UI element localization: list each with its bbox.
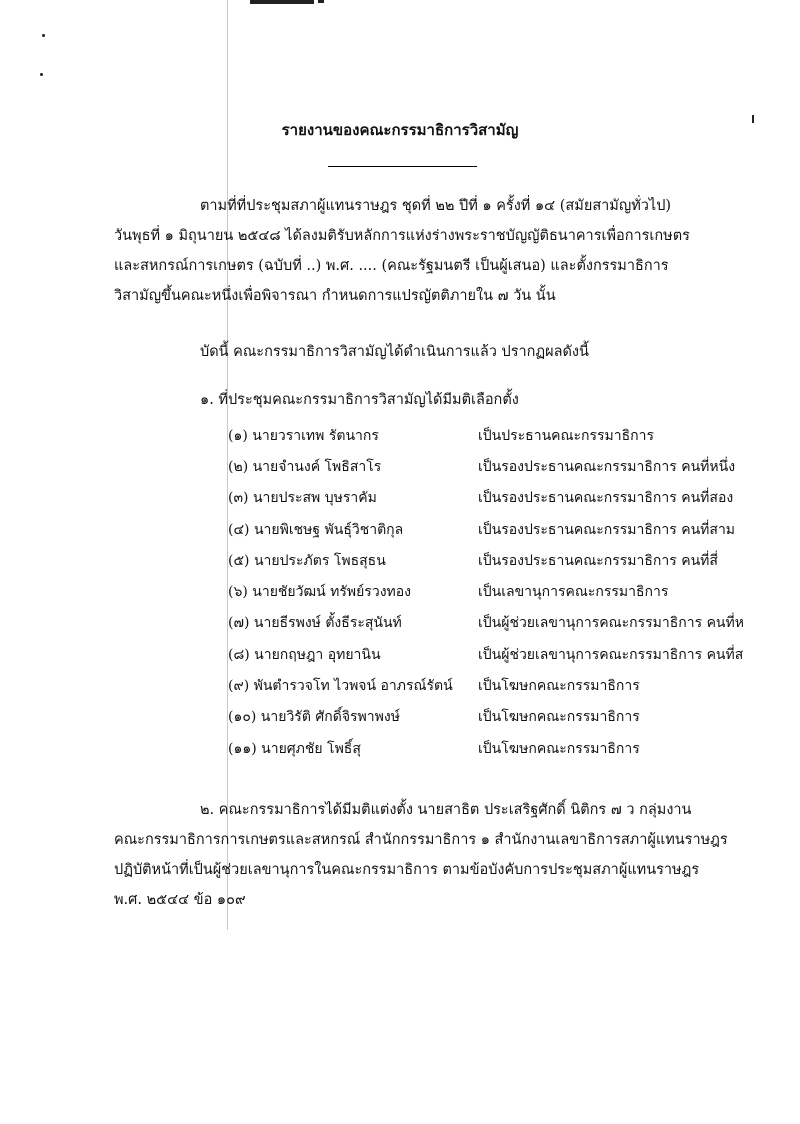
section2-line: ปฏิบัติหน้าที่เป็นผู้ช่วยเลขานุการในคณะกรรมาธิการ ตามข้อบังคับการประชุมสภาผู้แทนราษฎร [114,862,700,878]
intro-line: วิสามัญขึ้นคณะหนึ่งเพื่อพิจารณา กำหนดการแปรญัตติภายใน ๗ วัน นั้น [114,288,556,304]
scan-speck [40,73,43,76]
member-role: เป็นเลขานุการคณะกรรมาธิการ [478,584,669,601]
member-role: เป็นรองประธานคณะกรรมาธิการ คนที่สี่ [478,552,718,569]
member-row [228,639,744,670]
section2-line: พ.ศ. ๒๕๔๔ ข้อ ๑๐๙ [114,892,246,908]
member-role: เป็นประธานคณะกรรมาธิการ [478,427,655,444]
member-row [228,451,744,482]
member-name: (๑๐) นายวิรัติ ศักดิ์จิรพาพงษ์ [228,709,400,726]
result-intro: บัดนี้ คณะกรรมาธิการวิสามัญได้ดำเนินการแล้ว ปรากฏผลดังนี้ [200,344,589,360]
scan-speck [42,34,45,37]
document-title: รายงานของคณะกรรมาธิการวิสามัญ [281,121,519,139]
intro-paragraph [114,191,774,311]
member-list [228,420,744,764]
member-row [228,576,744,607]
member-name: (๕) นายประภัตร โพธสุธน [228,552,386,569]
member-name: (๘) นายกฤษฎา อุทยานิน [228,646,381,663]
member-name: (๙) พันตำรวจโท ไวพจน์ อาภรณ์รัตน์ [228,678,453,695]
member-row [228,483,744,514]
member-role: เป็นรองประธานคณะกรรมาธิการ คนที่หนึ่ง [478,458,736,475]
member-name: (๓) นายประสพ บุษราคัม [228,490,377,507]
member-role: เป็นผู้ช่วยเลขานุการคณะกรรมาธิการ คนที่ห [478,615,744,632]
member-row [228,670,744,701]
member-role: เป็นรองประธานคณะกรรมาธิการ คนที่สาม [478,521,736,538]
member-name: (๒) นายจำนงค์ โพธิสาโร [228,458,382,475]
member-name: (๔) นายพิเชษฐ พันธุ์วิชาติกุล [228,521,404,538]
scan-artifact [318,0,324,3]
section2-paragraph [114,795,728,915]
member-role: เป็นโฆษกคณะกรรมาธิการ [478,678,640,695]
member-name: (๑๑) นายศุภชัย โพธิ์สุ [228,740,361,757]
member-role: เป็นโฆษกคณะกรรมาธิการ [478,709,640,726]
scan-artifact [250,0,314,4]
intro-line: ตามที่ที่ประชุมสภาผู้แทนราษฎร ชุดที่ ๒๒ ปีที่ ๑ ครั้งที่ ๑๔ (สมัยสามัญทั่วไป) [200,198,672,214]
member-row [228,702,744,733]
member-row [228,733,744,764]
member-role: เป็นรองประธานคณะกรรมาธิการ คนที่สอง [478,490,734,507]
member-name: (๑) นายวราเทพ รัตนากร [228,427,379,444]
title-underline [328,166,477,167]
intro-line: และสหกรณ์การเกษตร (ฉบับที่ ..) พ.ศ. .... (คณะรัฐมนตรี เป็นผู้เสนอ) และตั้งกรรมาธิการ [114,258,669,274]
member-role: เป็นผู้ช่วยเลขานุการคณะกรรมาธิการ คนที่ส [478,646,744,663]
intro-line: วันพุธที่ ๑ มิถุนายน ๒๕๔๘ ได้ลงมติรับหลักการแห่งร่างพระราชบัญญัติธนาคารเพื่อการเกษตร [114,228,690,244]
member-row [228,545,744,576]
section2-line: คณะกรรมาธิการการเกษตรและสหกรณ์ สำนักกรรมาธิการ ๑ สำนักงานเลขาธิการสภาผู้แทนราษฎร [114,832,728,848]
section1-heading: ๑. ที่ประชุมคณะกรรมาธิการวิสามัญได้มีมติเลือกตั้ง [200,392,519,408]
member-row [228,608,744,639]
section2-line: ๒. คณะกรรมาธิการได้มีมติแต่งตั้ง นายสาธิต ประเสริฐศักดิ์ นิติกร ๗ ว กลุ่มงาน [200,802,692,818]
member-role: เป็นโฆษกคณะกรรมาธิการ [478,740,640,757]
member-row [228,420,744,451]
member-name: (๗) นายธีรพงษ์ ตั้งธีระสุนันท์ [228,615,402,632]
member-row [228,514,744,545]
member-name: (๖) นายชัยวัฒน์ ทรัพย์รวงทอง [228,584,411,601]
